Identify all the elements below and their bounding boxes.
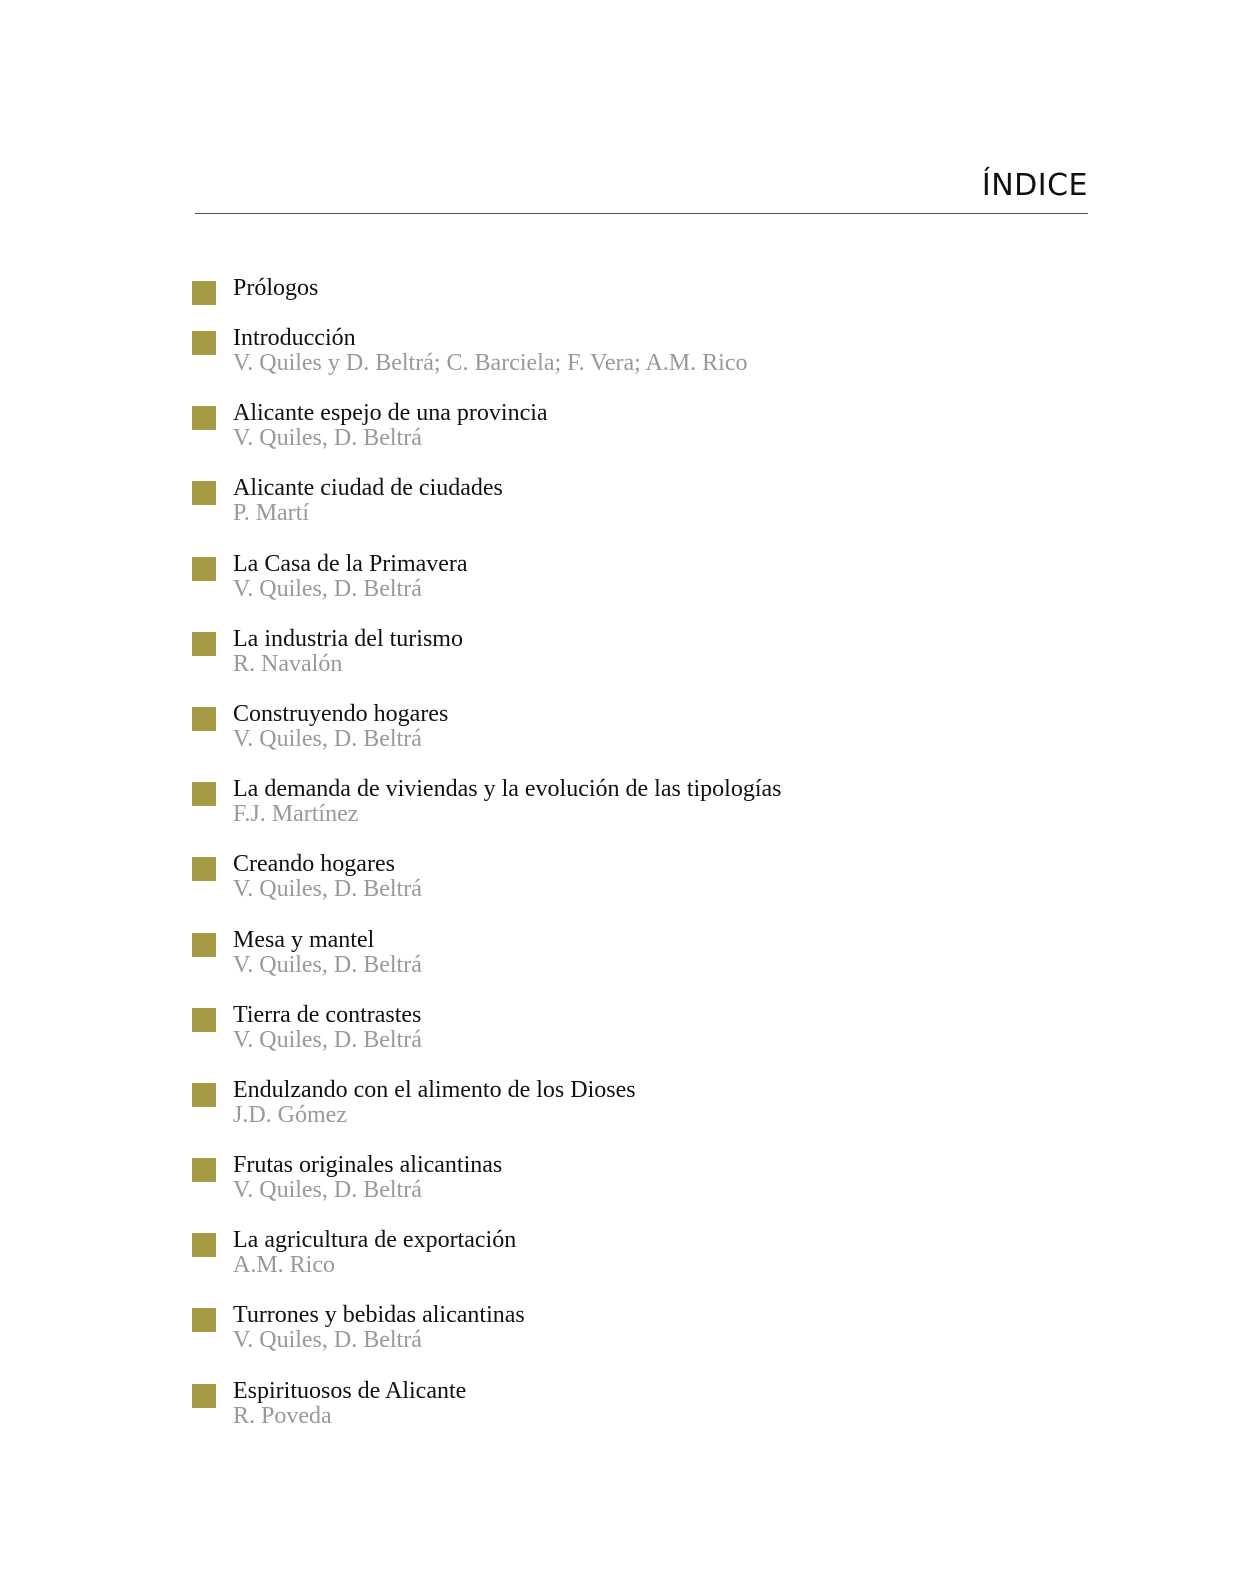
toc-entry[interactable]	[192, 1378, 1092, 1453]
toc-entry[interactable]	[192, 1227, 1092, 1302]
toc-entry-author: V. Quiles, D. Beltrá	[233, 1177, 422, 1204]
toc-entry[interactable]	[192, 1077, 1092, 1152]
toc-entry-title: Mesa y mantel	[233, 926, 375, 953]
square-bullet-icon	[192, 1008, 216, 1032]
square-bullet-icon	[192, 481, 216, 505]
toc-entry[interactable]	[192, 1152, 1092, 1227]
square-bullet-icon	[192, 1158, 216, 1182]
toc-entry-title: La agricultura de exportación	[233, 1227, 517, 1254]
toc-entry-title: Prólogos	[233, 275, 319, 301]
toc-entry-title: Espirituosos de Alicante	[233, 1377, 467, 1404]
square-bullet-icon	[192, 1083, 216, 1107]
toc-entry-author: V. Quiles, D. Beltrá	[233, 951, 422, 978]
toc-entry-author: V. Quiles, D. Beltrá	[233, 575, 422, 602]
square-bullet-icon	[192, 406, 216, 430]
toc-entry-title: Turrones y bebidas alicantinas	[233, 1302, 525, 1329]
toc-entry-title: Creando hogares	[233, 851, 395, 878]
toc-entry-author: V. Quiles, D. Beltrá	[233, 725, 422, 752]
toc-entry-author: R. Poveda	[233, 1402, 332, 1429]
toc-entry[interactable]	[192, 927, 1092, 1002]
toc-entry-title: La Casa de la Primavera	[233, 550, 468, 577]
square-bullet-icon	[192, 1233, 216, 1257]
header-rule	[195, 213, 1088, 214]
toc-entry-author: V. Quiles, D. Beltrá	[233, 1026, 422, 1053]
toc-entry-author: F.J. Martínez	[233, 801, 359, 828]
toc-entry[interactable]	[192, 1002, 1092, 1077]
square-bullet-icon	[192, 1308, 216, 1332]
square-bullet-icon	[192, 632, 216, 656]
toc-entry-title: Alicante ciudad de ciudades	[233, 475, 503, 502]
page-header	[195, 168, 1088, 216]
toc-entry-author: A.M. Rico	[233, 1252, 335, 1279]
page-title: ÍNDICE	[981, 168, 1088, 203]
toc-entry-author: V. Quiles, D. Beltrá	[233, 425, 422, 452]
toc-entry[interactable]	[192, 475, 1092, 550]
square-bullet-icon	[192, 707, 216, 731]
toc-entry-title: Construyendo hogares	[233, 700, 449, 727]
toc-entry-author: J.D. Gómez	[233, 1101, 347, 1128]
toc-entry-author: P. Martí	[233, 500, 310, 527]
toc-entry[interactable]	[192, 551, 1092, 626]
toc-entry-title: Alicante espejo de una provincia	[233, 400, 548, 427]
toc-entry[interactable]	[192, 400, 1092, 475]
square-bullet-icon	[192, 1384, 216, 1408]
toc-entry[interactable]	[192, 1302, 1092, 1377]
square-bullet-icon	[192, 557, 216, 581]
square-bullet-icon	[192, 782, 216, 806]
square-bullet-icon	[192, 933, 216, 957]
toc-entry-title: La demanda de viviendas y la evolución de las tipologías	[233, 776, 782, 803]
toc-entry-title: Frutas originales alicantinas	[233, 1152, 503, 1179]
toc-entry[interactable]	[192, 275, 1092, 325]
toc-entry-title: Introducción	[233, 325, 356, 351]
toc-entry-title: La industria del turismo	[233, 625, 463, 652]
square-bullet-icon	[192, 331, 216, 355]
toc-entry-author: R. Navalón	[233, 650, 343, 677]
toc-entry-author: V. Quiles, D. Beltrá	[233, 1327, 422, 1354]
toc-entry-author: V. Quiles, D. Beltrá	[233, 876, 422, 903]
toc-entry-author: V. Quiles y D. Beltrá; C. Barciela; F. Vera; A.M. Rico	[233, 350, 748, 376]
toc-entry[interactable]	[192, 851, 1092, 926]
toc-entry[interactable]	[192, 776, 1092, 851]
toc-entry[interactable]	[192, 626, 1092, 701]
toc-entry[interactable]	[192, 325, 1092, 400]
toc-entry-title: Endulzando con el alimento de los Dioses	[233, 1076, 636, 1103]
square-bullet-icon	[192, 857, 216, 881]
toc-entry[interactable]	[192, 701, 1092, 776]
toc-entry-title: Tierra de contrastes	[233, 1001, 422, 1028]
table-of-contents	[192, 275, 1092, 1453]
square-bullet-icon	[192, 281, 216, 305]
